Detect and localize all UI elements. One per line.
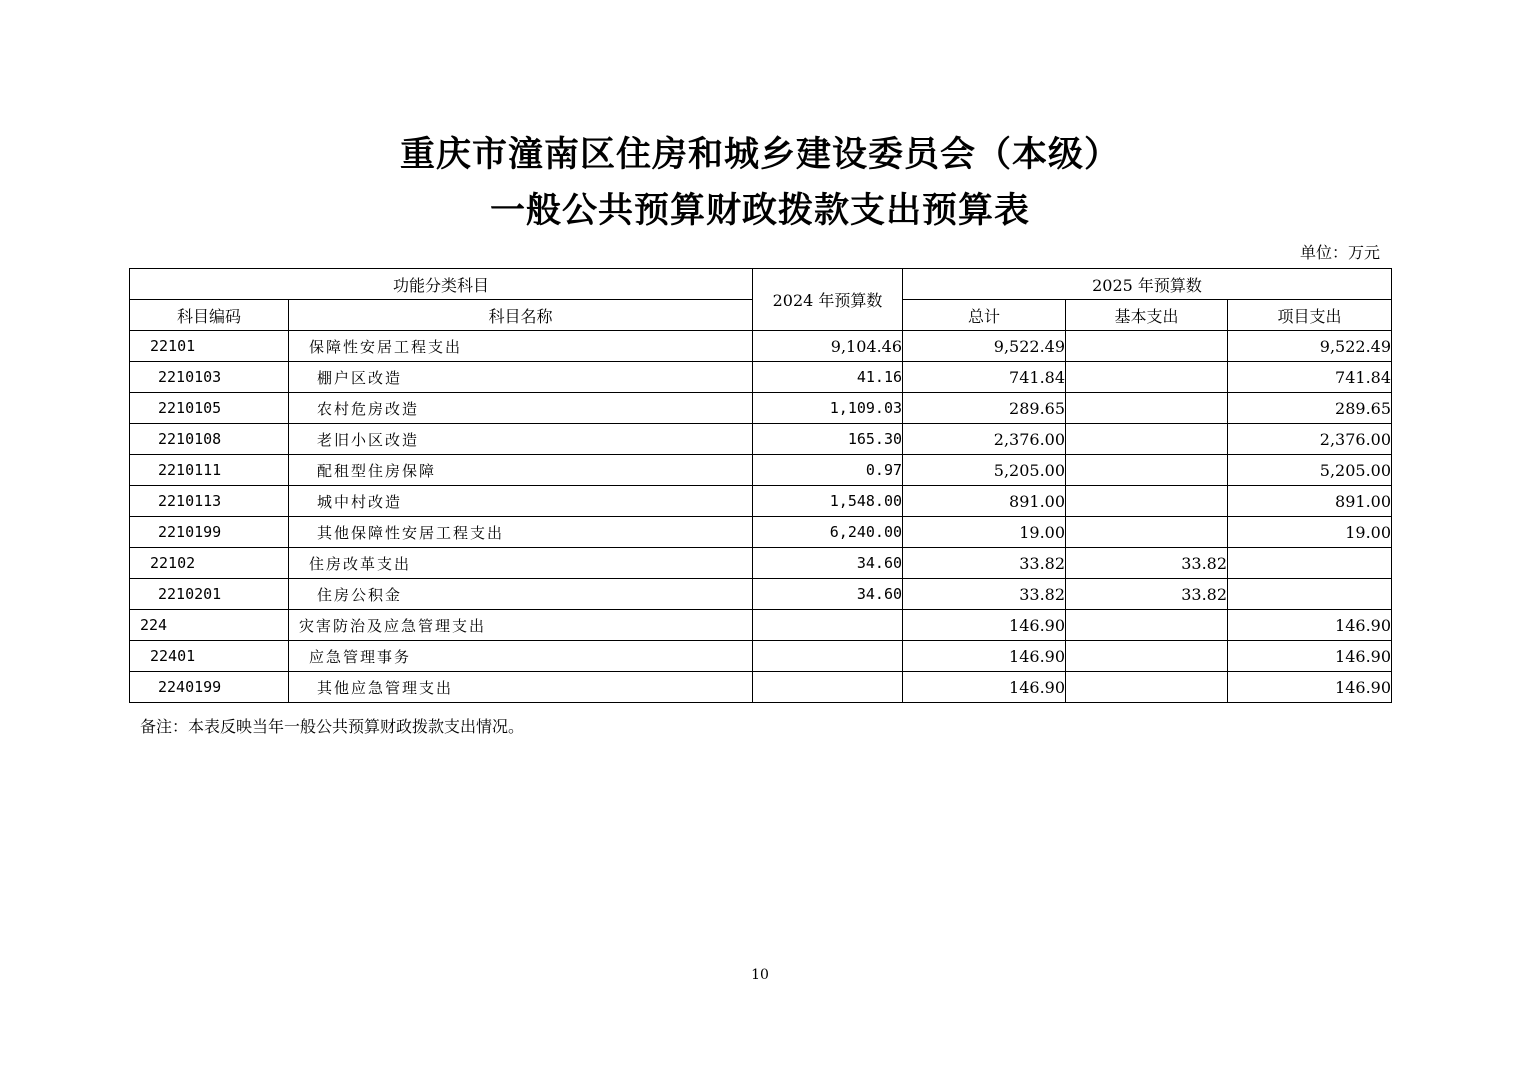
total-cell: 146.90	[903, 641, 1066, 672]
subject-name-cell: 住房改革支出	[289, 548, 753, 579]
project-expenditure-cell: 19.00	[1228, 517, 1392, 548]
header-budget-2024: 2024 年预算数	[753, 269, 903, 331]
table-row	[130, 486, 1392, 517]
subject-name-cell: 城中村改造	[289, 486, 753, 517]
table-row	[130, 393, 1392, 424]
project-expenditure-cell: 146.90	[1228, 672, 1392, 703]
subject-code-cell: 22101	[130, 331, 289, 362]
total-cell: 146.90	[903, 610, 1066, 641]
table-row	[130, 672, 1392, 703]
budget-2024-cell: 6,240.00	[753, 517, 903, 548]
basic-expenditure-cell: 33.82	[1066, 548, 1228, 579]
table-note: 备注：本表反映当年一般公共预算财政拨款支出情况。	[140, 717, 525, 736]
subject-name-cell: 保障性安居工程支出	[289, 331, 753, 362]
subject-code-cell: 2210105	[130, 393, 289, 424]
budget-2024-cell	[753, 641, 903, 672]
basic-expenditure-cell	[1066, 641, 1228, 672]
header-budget-2025: 2025 年预算数	[903, 269, 1392, 300]
budget-2024-cell: 165.30	[753, 424, 903, 455]
basic-expenditure-cell	[1066, 393, 1228, 424]
project-expenditure-cell	[1228, 579, 1392, 610]
table-row	[130, 331, 1392, 362]
unit-label: 单位：万元	[1299, 243, 1380, 262]
subject-code-cell: 22401	[130, 641, 289, 672]
header-subject-name: 科目名称	[289, 300, 753, 331]
subject-code-cell: 2210113	[130, 486, 289, 517]
table-row	[130, 641, 1392, 672]
total-cell: 33.82	[903, 579, 1066, 610]
basic-expenditure-cell	[1066, 610, 1228, 641]
subject-code-cell: 2210103	[130, 362, 289, 393]
budget-2024-cell: 41.16	[753, 362, 903, 393]
total-cell: 19.00	[903, 517, 1066, 548]
table-row	[130, 362, 1392, 393]
basic-expenditure-cell	[1066, 362, 1228, 393]
table-row	[130, 579, 1392, 610]
table-body	[130, 331, 1392, 703]
subject-name-cell: 应急管理事务	[289, 641, 753, 672]
subject-code-cell: 2210199	[130, 517, 289, 548]
total-cell: 289.65	[903, 393, 1066, 424]
budget-2024-cell	[753, 672, 903, 703]
total-cell: 741.84	[903, 362, 1066, 393]
basic-expenditure-cell	[1066, 424, 1228, 455]
project-expenditure-cell: 741.84	[1228, 362, 1392, 393]
budget-table	[129, 268, 1392, 703]
subject-code-cell: 2210108	[130, 424, 289, 455]
header-total: 总计	[903, 300, 1066, 331]
project-expenditure-cell: 5,205.00	[1228, 455, 1392, 486]
basic-expenditure-cell	[1066, 331, 1228, 362]
page-number: 10	[751, 967, 769, 983]
subject-code-cell: 2210111	[130, 455, 289, 486]
subject-code-cell: 22102	[130, 548, 289, 579]
table-row	[130, 517, 1392, 548]
header-basic-expenditure: 基本支出	[1066, 300, 1228, 331]
subject-name-cell: 其他应急管理支出	[289, 672, 753, 703]
total-cell: 5,205.00	[903, 455, 1066, 486]
subject-name-cell: 农村危房改造	[289, 393, 753, 424]
budget-2024-cell: 9,104.46	[753, 331, 903, 362]
total-cell: 891.00	[903, 486, 1066, 517]
table-row	[130, 548, 1392, 579]
total-cell: 2,376.00	[903, 424, 1066, 455]
subject-code-cell: 2210201	[130, 579, 289, 610]
header-function-classification: 功能分类科目	[130, 269, 753, 300]
budget-2024-cell: 34.60	[753, 579, 903, 610]
basic-expenditure-cell	[1066, 486, 1228, 517]
total-cell: 33.82	[903, 548, 1066, 579]
budget-2024-cell: 1,109.03	[753, 393, 903, 424]
project-expenditure-cell: 289.65	[1228, 393, 1392, 424]
total-cell: 9,522.49	[903, 331, 1066, 362]
project-expenditure-cell: 9,522.49	[1228, 331, 1392, 362]
basic-expenditure-cell	[1066, 455, 1228, 486]
document-title-line1: 重庆市潼南区住房和城乡建设委员会（本级）	[399, 135, 1120, 175]
basic-expenditure-cell	[1066, 672, 1228, 703]
table-row	[130, 424, 1392, 455]
table-row	[130, 455, 1392, 486]
subject-name-cell: 老旧小区改造	[289, 424, 753, 455]
budget-2024-cell: 34.60	[753, 548, 903, 579]
budget-2024-cell: 0.97	[753, 455, 903, 486]
project-expenditure-cell	[1228, 548, 1392, 579]
project-expenditure-cell: 891.00	[1228, 486, 1392, 517]
subject-name-cell: 棚户区改造	[289, 362, 753, 393]
subject-name-cell: 灾害防治及应急管理支出	[289, 610, 753, 641]
subject-code-cell: 2240199	[130, 672, 289, 703]
project-expenditure-cell: 2,376.00	[1228, 424, 1392, 455]
basic-expenditure-cell: 33.82	[1066, 579, 1228, 610]
budget-2024-cell	[753, 610, 903, 641]
table-row	[130, 610, 1392, 641]
total-cell: 146.90	[903, 672, 1066, 703]
subject-name-cell: 配租型住房保障	[289, 455, 753, 486]
project-expenditure-cell: 146.90	[1228, 641, 1392, 672]
document-title-line2: 一般公共预算财政拨款支出预算表	[489, 191, 1030, 231]
table-header	[130, 269, 1392, 331]
basic-expenditure-cell	[1066, 517, 1228, 548]
project-expenditure-cell: 146.90	[1228, 610, 1392, 641]
header-subject-code: 科目编码	[130, 300, 289, 331]
budget-2024-cell: 1,548.00	[753, 486, 903, 517]
subject-name-cell: 住房公积金	[289, 579, 753, 610]
subject-name-cell: 其他保障性安居工程支出	[289, 517, 753, 548]
subject-code-cell: 224	[130, 610, 289, 641]
header-project-expenditure: 项目支出	[1228, 300, 1392, 331]
